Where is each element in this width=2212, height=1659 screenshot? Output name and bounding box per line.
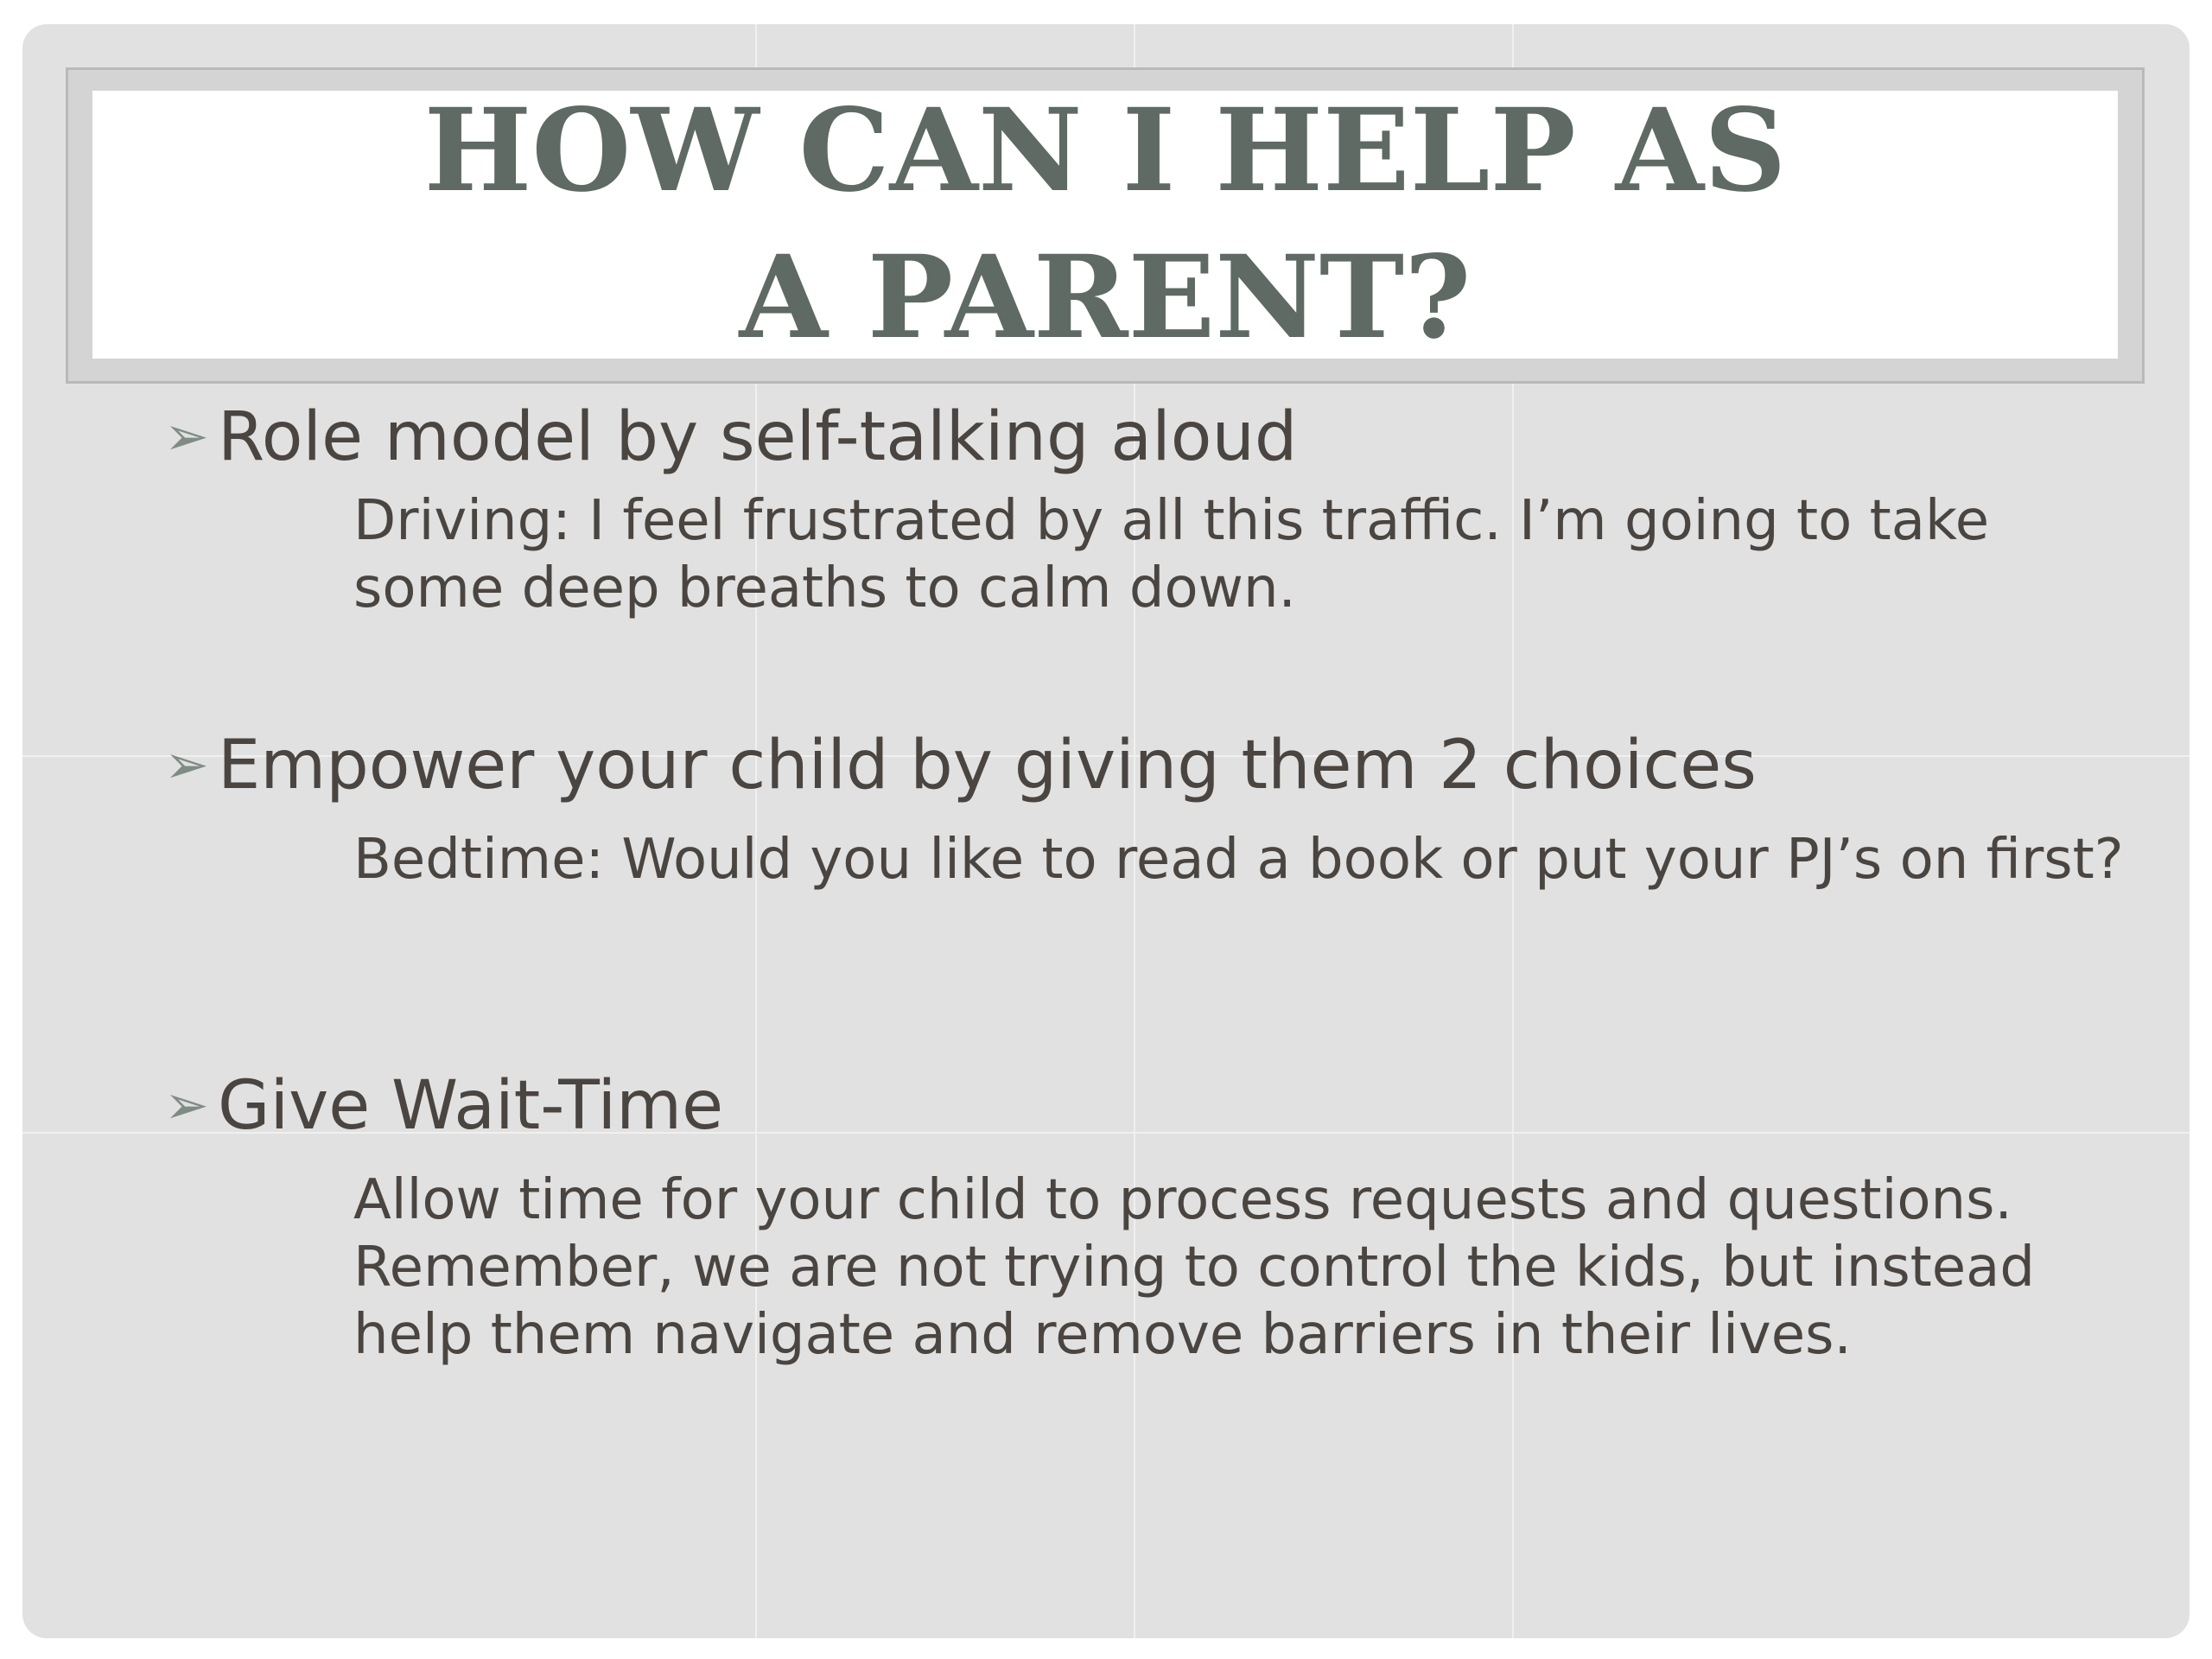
bullet-text: Give Wait-Time <box>218 1067 724 1145</box>
bullet-text: Role model by self-talking aloud <box>218 398 1298 476</box>
bullet-detail: Allow time for your child to process requests and questions. Remember, we are not trying to control the kids, but instead help them navigate and remove barriers in their lives. <box>353 1168 2035 1367</box>
bullet-detail: Driving: I feel frustrated by all this traffic. I’m going to take some deep breaths to calm down. <box>353 489 1990 620</box>
arrow-bullet-icon: ➢ <box>164 733 209 796</box>
slide <box>22 24 2190 1638</box>
bullet-item <box>164 396 1297 478</box>
arrow-bullet-icon: ➢ <box>164 1073 209 1136</box>
title-frame <box>66 67 2145 384</box>
bullet-detail: Bedtime: Would you like to read a book or put your PJ’s on first? <box>353 828 2124 892</box>
bullet-item <box>164 724 1757 806</box>
bullet-item <box>164 1065 723 1147</box>
bullet-text: Empower your child by giving them 2 choices <box>218 727 1757 804</box>
title-box <box>92 84 2118 365</box>
arrow-bullet-icon: ➢ <box>164 404 209 467</box>
slide-title: HOW CAN I HELP AS A PARENT? <box>423 84 1787 365</box>
